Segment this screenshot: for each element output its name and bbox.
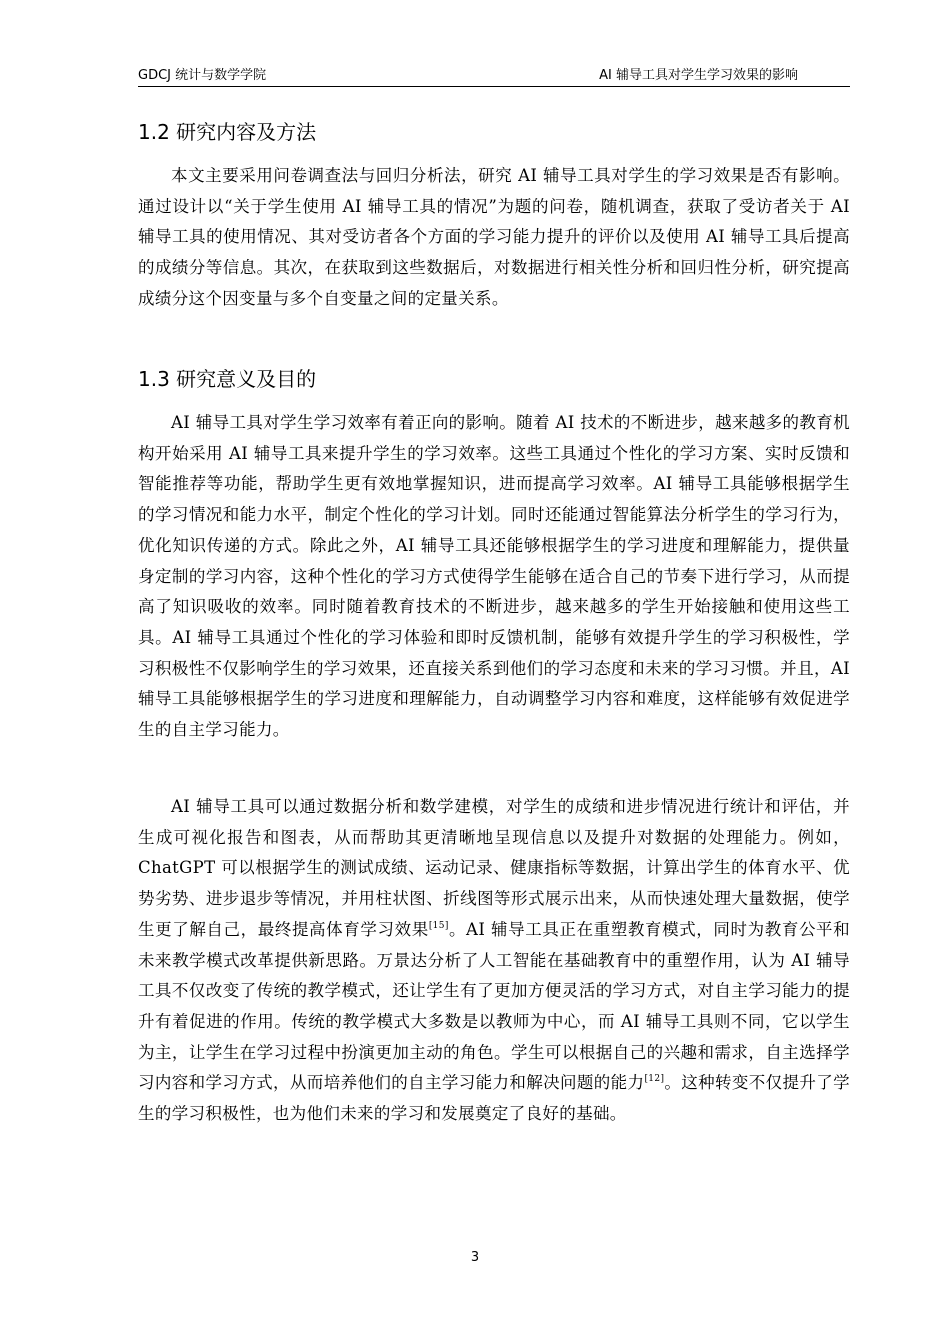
paragraph-research-significance: AI 辅导工具对学生学习效率有着正向的影响。随着 AI 技术的不断进步，越来越多的教育机构开始采用 AI 辅导工具来提升学生的学习效率。这些工具通过个性化的学习方案、实时反馈和智能推荐等功能，帮助学生更有效地掌握知识，进而提高学习效率。AI 辅导工具能够根据学生的学习情况和能力水平，制定个性化的学习计划。同时还能通过智能算法分析学生的学习行为，优化知识传递的方式。除此之外，AI 辅导工具还能够根据学生的学习进度和理解能力，提供量身定制的学习内容，这种个性化的学习方式使得学生能够在适合自己的节奏下进行学习，从而提高了知识吸收的效率。同时随着教育技术的不断进步，越来越多的学生开始接触和使用这些工具。AI 辅导工具通过个性化的学习体验和即时反馈机制，能够有效提升学生的学习积极性，学习积极性不仅影响学生的学习效果，还直接关系到他们的学习态度和未来的学习习惯。并且，AI 辅导工具能够根据学生的学习进度和理解能力，自动调整学习内容和难度，这样能够有效促进学生的自主学习能力。 [138,413,850,740]
citation-15: [15] [428,920,449,931]
paragraph-text-part-3: 。这种转变不仅提升了学生的学习积极性，也为他们未来的学习和发展奠定了良好的基础。 [138,1073,851,1124]
paragraph-data-analysis [138,792,850,1130]
paragraph-text-part-2: 。AI 辅导工具正在重塑教育模式，同时为教育公平和未来教学模式改革提供新思路。万景达分析了人工智能在基础教育中的重塑作用，认为 AI 辅导工具不仅改变了传统的教学模式，还让学生有了更加方便灵活的学习方式，对自主学习能力的提升有着促进的作用。传统的教学模式大多数是以教师为中心，而 AI 辅导工具则不同，它以学生为主，让学生在学习过程中扮演更加主动的角色。学生可以根据自己的兴趣和需求，自主选择学习内容和学习方式，从而培养他们的自主学习能力和解决问题的能力 [138,919,851,1093]
citation-12: [12] [644,1074,665,1085]
header-institution: GDCJ 统计与数学学院 [138,68,267,83]
page-number: 3 [470,1250,480,1265]
paragraph-text-part-1: AI 辅导工具可以通过数据分析和数学建模，对学生的成绩和进步情况进行统计和评估，并生成可视化报告和图表，从而帮助其更清晰地呈现信息以及提升对数据的处理能力。例如，ChatGPT 可以根据学生的测试成绩、运动记录、健康指标等数据，计算出学生的体育水平、优势劣势、进步退步等情况，并用柱状图、折线图等形式展示出来，从而快速处理大量数据，使学生更了解自己，最终提高体育学习效果 [138,797,850,939]
section-heading-1-3: 1.3 研究意义及目的 [138,367,317,391]
section-heading-1-2: 1.2 研究内容及方法 [138,120,317,144]
paragraph-research-content: 本文主要采用问卷调查法与回归分析法，研究 AI 辅导工具对学生的学习效果是否有影响。通过设计以“关于学生使用 AI 辅导工具的情况”为题的问卷，随机调查，获取了受访者关于 AI 辅导工具的使用情况、其对受访者各个方面的学习能力提升的评价以及使用 AI 辅导工具后提高的成绩分等信息。其次，在获取到这些数据后，对数据进行相关性分析和回归性分析，研究提高成绩分这个因变量与多个自变量之间的定量关系。 [138,166,850,308]
header-thesis-title: AI 辅导工具对学生学习效果的影响 [599,68,798,83]
page-header [138,68,850,87]
